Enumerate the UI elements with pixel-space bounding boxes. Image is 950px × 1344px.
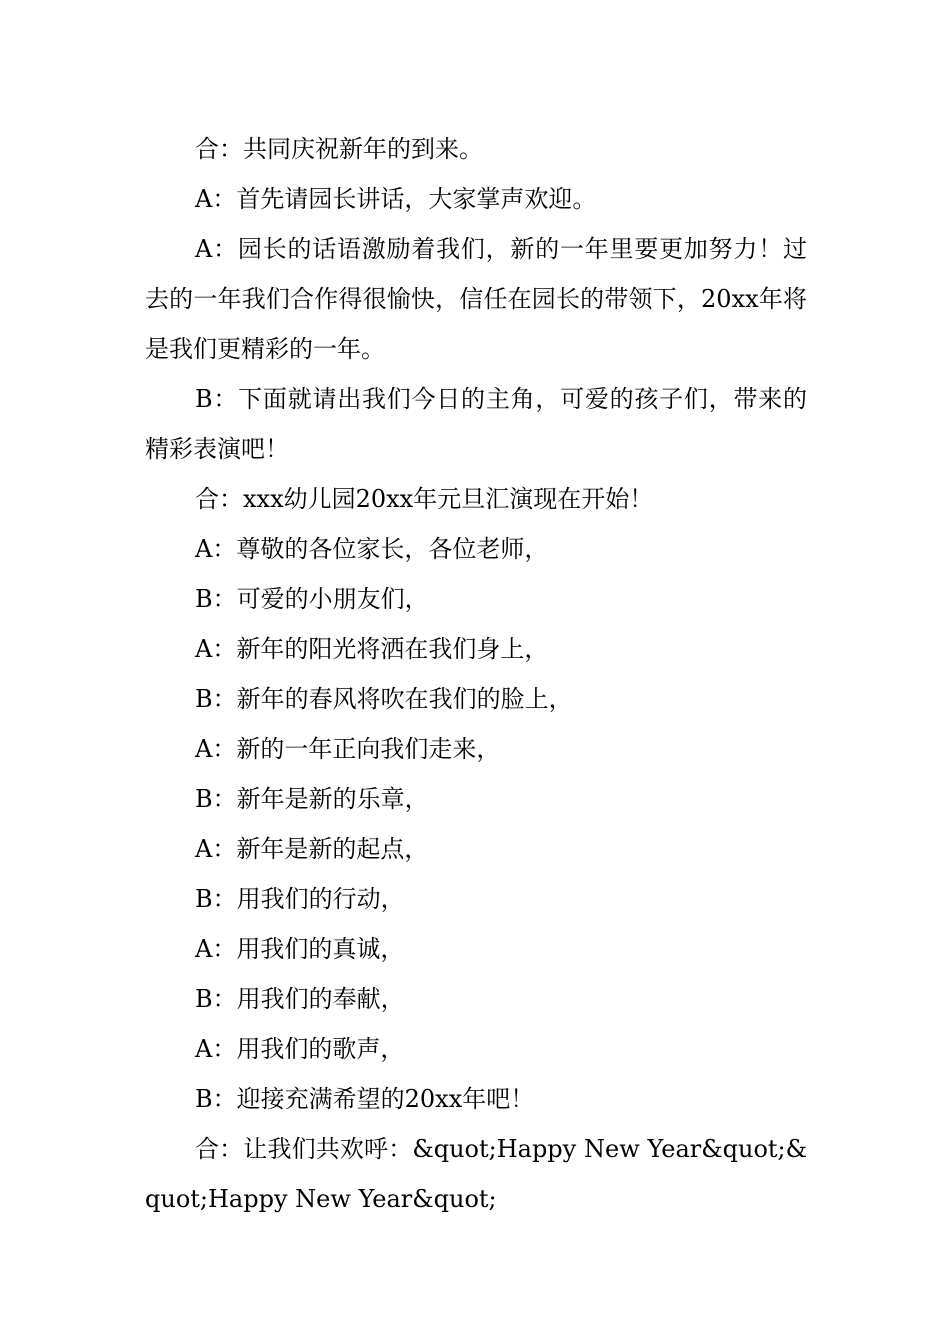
- paragraph: A：尊敬的各位家长，各位老师，: [195, 535, 549, 563]
- paragraph: 合：xxx幼儿园20xx年元旦汇演现在开始！: [195, 485, 654, 513]
- paragraph: 合：共同庆祝新年的到来。: [195, 135, 483, 163]
- paragraph: B：下面就请出我们今日的主角，可爱的孩子们，带来的精彩表演吧！: [145, 385, 807, 463]
- paragraph: B：迎接充满希望的20xx年吧！: [195, 1085, 535, 1113]
- paragraph: B：新年是新的乐章，: [195, 785, 429, 813]
- paragraph: A：用我们的歌声，: [195, 1035, 405, 1063]
- paragraph: B：可爱的小朋友们，: [195, 585, 429, 613]
- paragraph: 合：让我们共欢呼：&quot;Happy New Year&quot;&quot;Happy New Year&quot;: [145, 1135, 807, 1213]
- paragraph: B：新年的春风将吹在我们的脸上，: [195, 685, 573, 713]
- paragraph: A：园长的话语激励着我们，新的一年里要更加努力！过去的一年我们合作得很愉快，信任在园长的带领下，20xx年将是我们更精彩的一年。: [145, 235, 807, 363]
- paragraph: B：用我们的行动，: [195, 885, 405, 913]
- paragraph: A：用我们的真诚，: [195, 935, 405, 963]
- document-page: [145, 124, 807, 1224]
- paragraph: A：新的一年正向我们走来，: [195, 735, 501, 763]
- paragraph: A：新年是新的起点，: [195, 835, 429, 863]
- paragraph: A：新年的阳光将洒在我们身上，: [195, 635, 549, 663]
- paragraph: B：用我们的奉献，: [195, 985, 405, 1013]
- paragraph: A：首先请园长讲话，大家掌声欢迎。: [195, 185, 597, 213]
